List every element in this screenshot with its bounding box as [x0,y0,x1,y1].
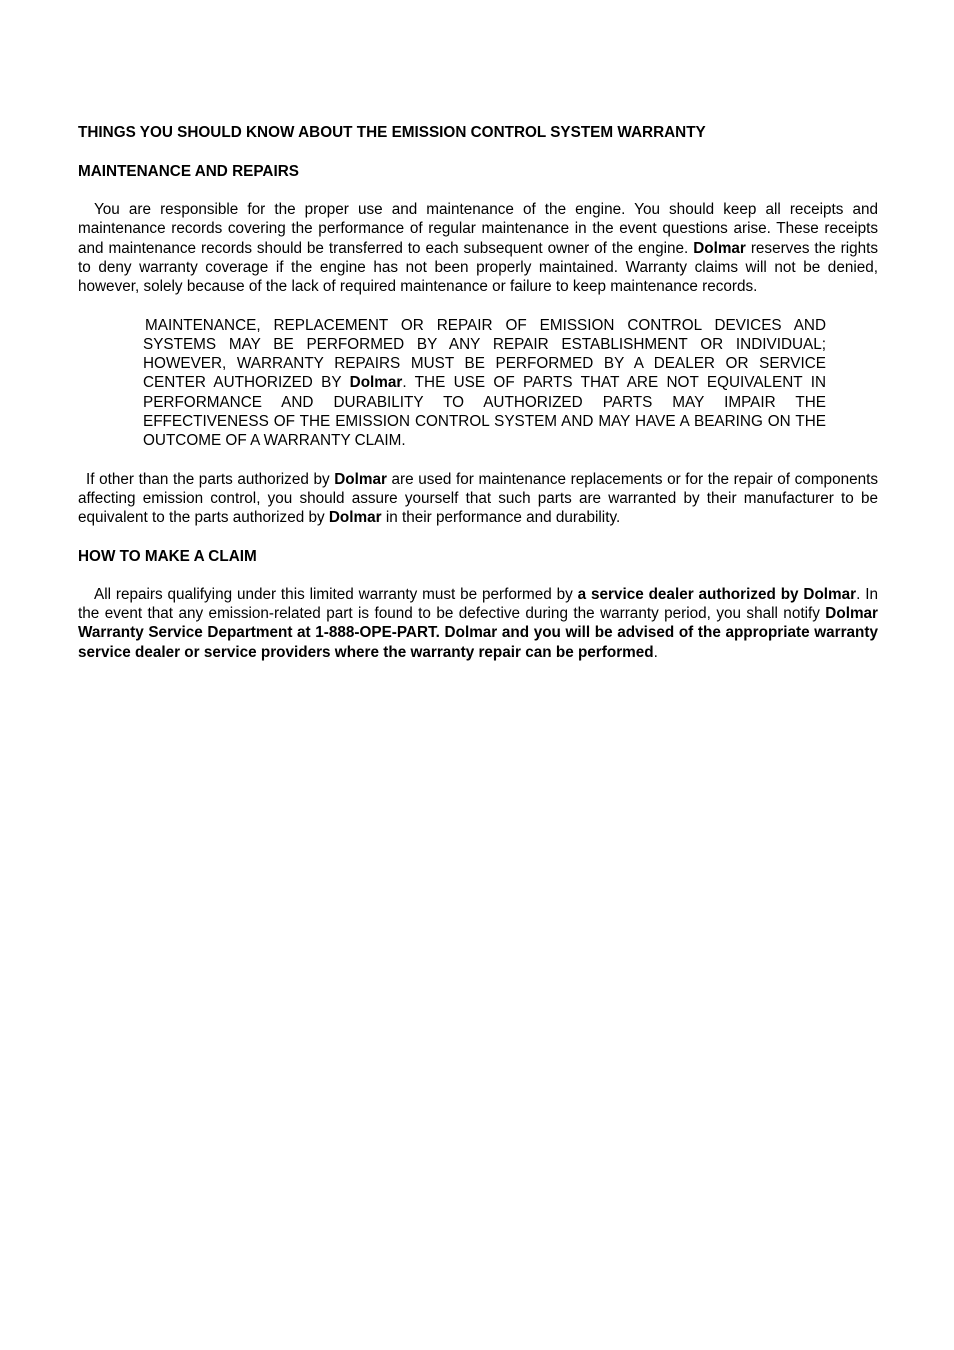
text-segment: . THE USE OF PARTS THAT ARE NOT EQUIVALENT IN PERFORMANCE AND DURABILITY TO AUTHORIZED PARTS MAY IMPAIR THE EFFECTIVENESS OF THE EMISSION CONTROL SYSTEM AND MAY HAVE A BEARING ON THE OUTCOME OF A WARRANTY CLAIM. [143,374,826,450]
paragraph-claim [78,585,878,662]
brand-name: Dolmar [328,509,382,527]
brand-name: Dolmar [693,239,746,257]
text-segment: If other than the parts authorized by [86,470,335,488]
text-segment: You are responsible for the proper use and maintenance of the engine. You should keep all receipts and maintenance records covering the performance of regular maintenance in the event questions arise. These receipts and maintenance records should be transferred to each subsequent owner of the engine. [78,201,878,257]
notice-block [143,316,826,451]
text-segment: are used for maintenance replacements or for the repair of components affecting emission control, you should assure yourself that such parts are warranted by their manufacturer to be equivalent to the parts authorized by [78,470,878,527]
document-page [78,123,878,662]
paragraph-responsibility [78,200,878,296]
text-segment: in their performance and durability. [381,509,621,527]
bold-text: Dolmar Warranty Service Department at 1-888-OPE-PART. Dolmar and you will be advised of the appropriate warranty service dealer or service providers where the warranty repair can be performed [78,605,878,661]
brand-name: Dolmar [334,470,387,488]
text-segment: MAINTENANCE, REPLACEMENT OR REPAIR OF EMISSION CONTROL DEVICES AND SYSTEMS MAY BE PERFORMED BY ANY REPAIR ESTABLISHMENT OR INDIVIDUAL; HOWEVER, WARRANTY REPAIRS MUST BE PERFORMED BY A DEALER OR SERVICE CENTER AUTHORIZED BY [143,316,826,392]
bold-text: a service dealer authorized by Dolmar [577,585,857,603]
text-segment: . [653,643,658,661]
text-segment: All repairs qualifying under this limited warranty must be performed by [94,585,578,603]
document-title: THINGS YOU SHOULD KNOW ABOUT THE EMISSION CONTROL SYSTEM WARRANTY [78,124,706,141]
text-segment: reserves the rights to deny warranty coverage if the engine has not been properly maintained. Warranty claims will not be denied, however, solely because of the lack of required maintenance or failure to keep maintenance records. [78,239,879,296]
section-heading-claim: HOW TO MAKE A CLAIM [78,547,257,565]
section-heading-maintenance: MAINTENANCE AND REPAIRS [78,162,299,180]
text-segment: . In the event that any emission-related part is found to be defective during the warranty period, you shall notify [78,585,878,623]
brand-name: Dolmar [349,374,403,392]
paragraph-parts [78,470,878,528]
